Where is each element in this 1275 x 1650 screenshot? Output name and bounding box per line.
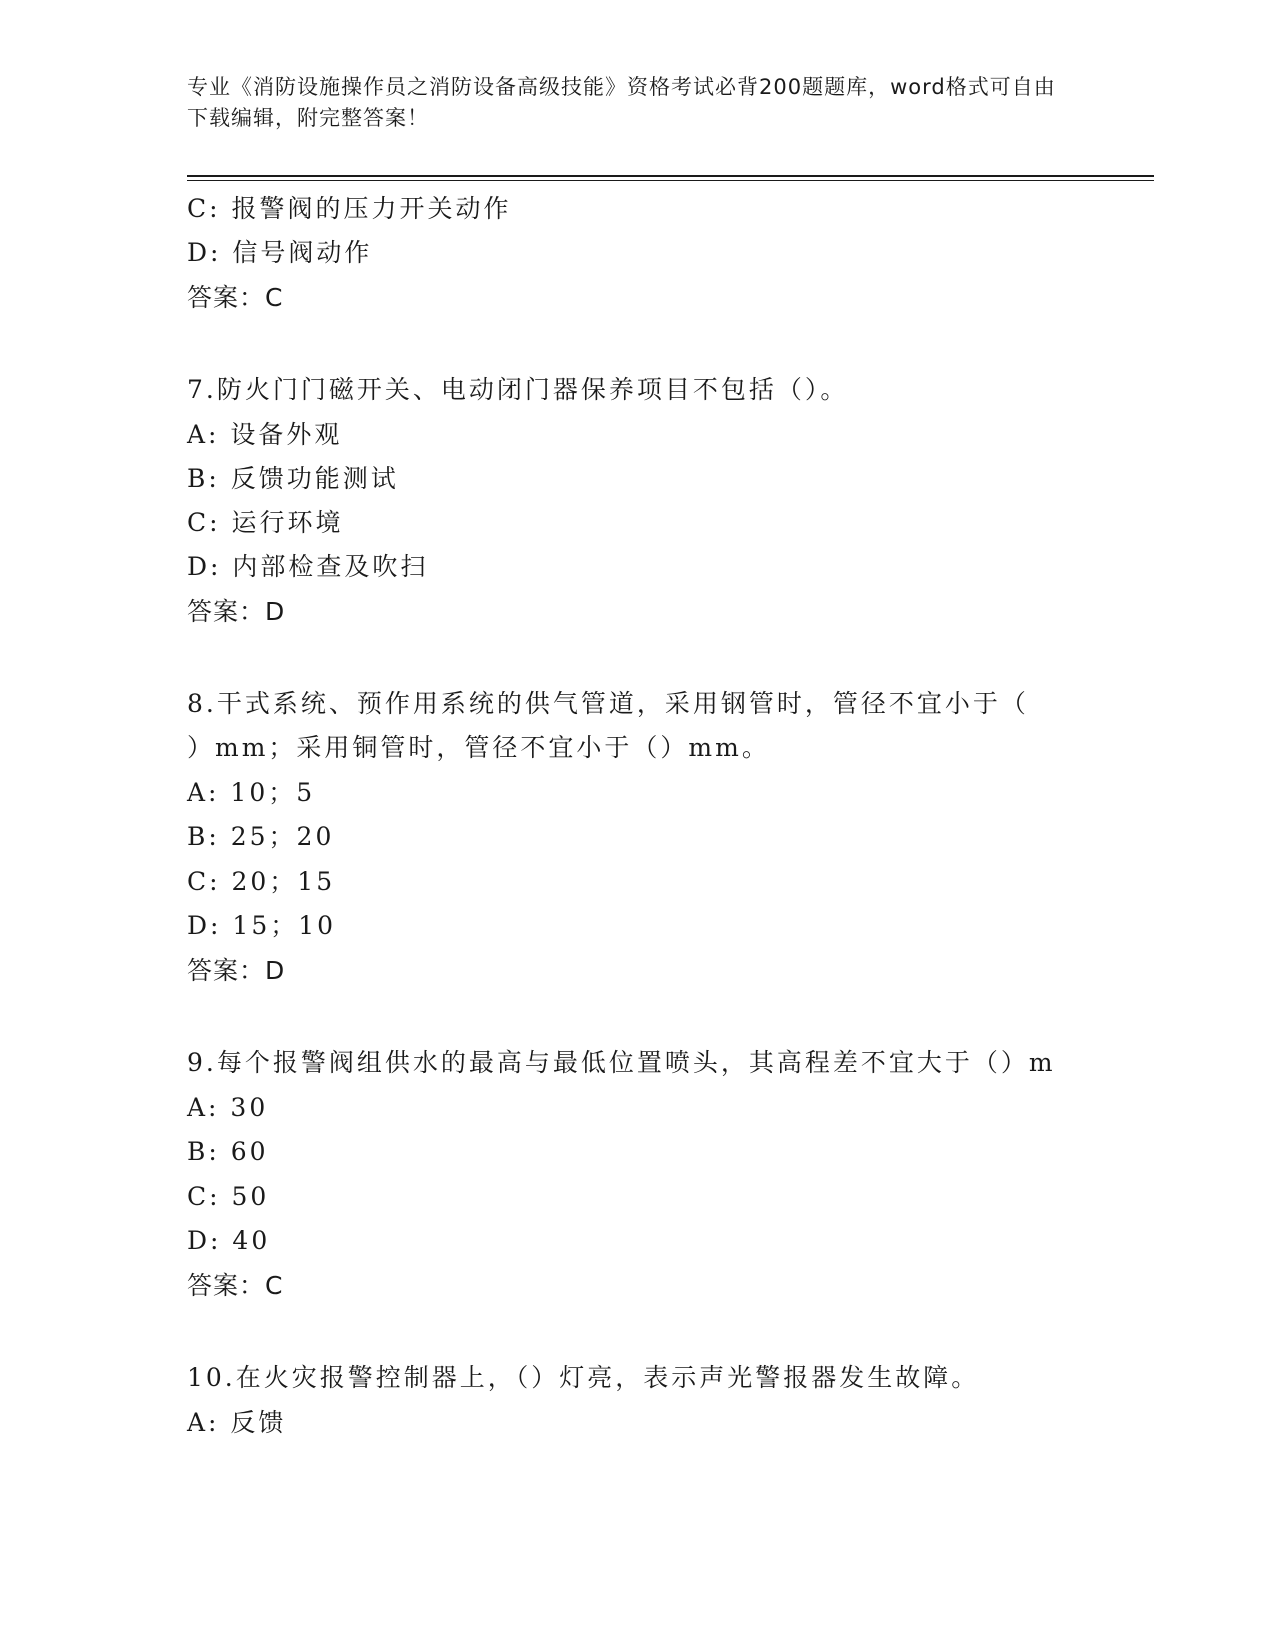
option-b: B: 25；20 [187,822,335,851]
option-a: A: 设备外观 [187,420,343,449]
option-b: B: 反馈功能测试 [187,464,399,493]
answer-line: 答案：D [187,597,286,626]
option-c: C: 50 [187,1182,270,1211]
header-divider-thin [187,180,1154,181]
question-stem: 9.每个报警阀组供水的最高与最低位置喷头，其高程差不宜大于（）m [187,1048,1056,1077]
answer-line: 答案：D [187,956,286,985]
answer-line: 答案：C [187,1271,284,1300]
option-a: A: 30 [187,1093,269,1122]
question-stem: 10.在火灾报警控制器上，（）灯亮，表示声光警报器发生故障。 [187,1363,980,1392]
question-stem-line-2: ）mm；采用铜管时，管径不宜小于（）mm。 [187,733,770,762]
option-b: B: 60 [187,1137,269,1166]
option-d: D: 15；10 [187,911,337,940]
document-header: 专业《消防设施操作员之消防设备高级技能》资格考试必背200题题库，word格式可自由下载编辑，附完整答案！ [187,75,1056,130]
option-a: A: 反馈 [187,1408,287,1437]
option-d: D: 内部检查及吹扫 [187,552,429,581]
question-stem-line-1: 8.干式系统、预作用系统的供气管道，采用钢管时，管径不宜小于（ [187,689,1029,718]
question-stem: 7.防火门门磁开关、电动闭门器保养项目不包括（）。 [187,375,849,404]
option-a: A: 10；5 [187,778,316,807]
option-d: D: 信号阀动作 [187,238,373,267]
option-d: D: 40 [187,1226,271,1255]
option-c: C: 报警阀的压力开关动作 [187,194,512,223]
header-divider-thick [187,175,1154,177]
option-c: C: 运行环境 [187,508,344,537]
option-c: C: 20；15 [187,867,336,896]
answer-line: 答案：C [187,283,284,312]
